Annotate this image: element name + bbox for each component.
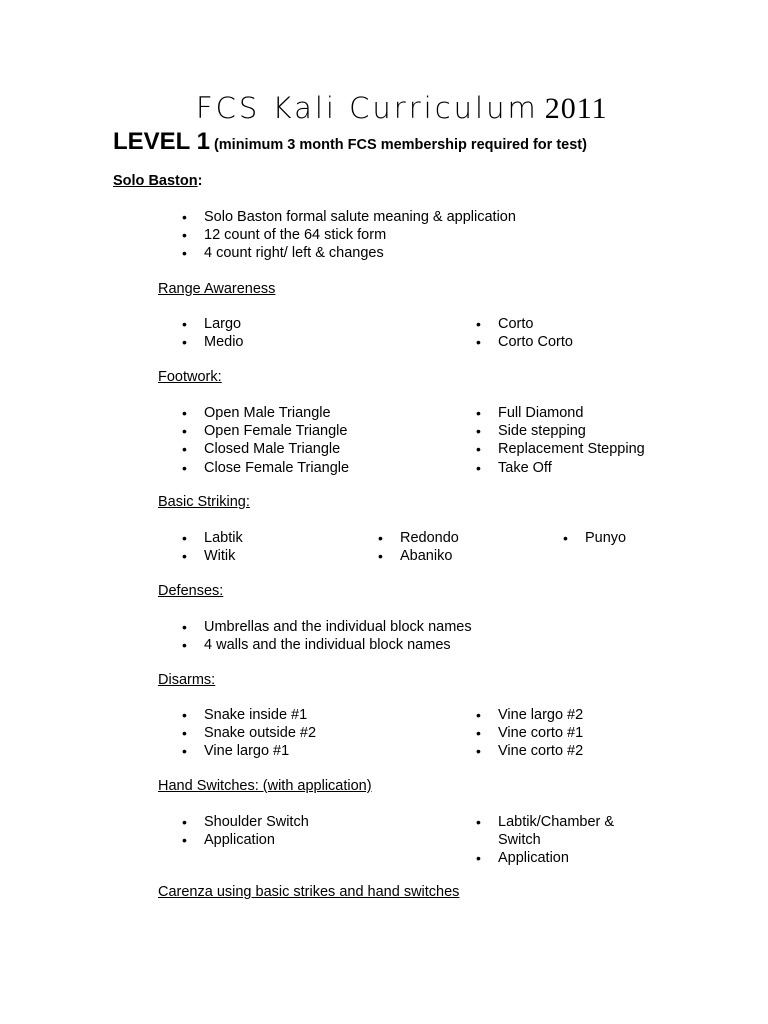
list-item: • 4 walls and the individual block names [180, 636, 472, 654]
defenses-list [180, 618, 472, 654]
list-item: • Labtik/Chamber & Switch [474, 813, 644, 849]
level-label: LEVEL 1 [113, 128, 210, 155]
hand-switches-list-left [180, 813, 309, 849]
list-item: • Full Diamond [474, 404, 645, 422]
hand-switches-list-right [474, 813, 644, 868]
list-item: • Medio [180, 333, 244, 351]
list-item: • Vine largo #2 [474, 706, 583, 724]
list-item: • 12 count of the 64 stick form [180, 226, 516, 244]
range-awareness-heading: Range Awareness [158, 281, 276, 297]
basic-striking-list-3 [561, 529, 626, 547]
list-item: • Punyo [561, 529, 626, 547]
level-heading [113, 126, 587, 161]
list-item: • Umbrellas and the individual block names [180, 618, 472, 636]
list-item: • Corto Corto [474, 333, 573, 351]
list-item: • Corto [474, 315, 573, 333]
list-item: • Side stepping [474, 422, 645, 440]
list-item: • Shoulder Switch [180, 813, 309, 831]
list-item: • Open Male Triangle [180, 404, 349, 422]
defenses-heading: Defenses: [158, 583, 224, 599]
list-item: • Snake inside #1 [180, 706, 316, 724]
range-awareness-list-right [474, 315, 573, 351]
disarms-list-left [180, 706, 316, 761]
carenza-heading: Carenza using basic strikes and hand switches [158, 884, 460, 900]
list-item: • Open Female Triangle [180, 422, 349, 440]
hand-switches-heading: Hand Switches: (with application) [158, 778, 372, 794]
disarms-heading: Disarms: [158, 672, 216, 688]
footwork-heading: Footwork: [158, 369, 222, 385]
title-text: FCS Kali Curriculum [196, 91, 539, 125]
list-item: • Application [180, 831, 309, 849]
level-note: (minimum 3 month FCS membership required for test) [213, 137, 587, 153]
list-item: • Closed Male Triangle [180, 440, 349, 458]
list-item: • Vine corto #1 [474, 724, 583, 742]
list-item: • Witik [180, 547, 243, 565]
list-item: • Take Off [474, 459, 645, 477]
list-item: • Solo Baston formal salute meaning & application [180, 208, 516, 226]
solo-baston-heading [113, 172, 202, 190]
list-item: • Application [474, 849, 644, 867]
solo-baston-heading-text: Solo Baston [113, 173, 198, 189]
document-title [196, 88, 608, 129]
list-item: • Largo [180, 315, 244, 333]
list-item: • Vine corto #2 [474, 742, 583, 760]
list-item: • Redondo [376, 529, 459, 547]
list-item: • Labtik [180, 529, 243, 547]
solo-baston-list [180, 208, 516, 263]
list-item: • Vine largo #1 [180, 742, 316, 760]
basic-striking-list-2 [376, 529, 459, 565]
title-year: 2011 [544, 92, 608, 125]
disarms-list-right [474, 706, 583, 761]
basic-striking-list-1 [180, 529, 243, 565]
basic-striking-heading: Basic Striking: [158, 494, 250, 510]
list-item: • Replacement Stepping [474, 440, 645, 458]
footwork-list-right [474, 404, 645, 477]
list-item: • 4 count right/ left & changes [180, 244, 516, 262]
list-item: • Abaniko [376, 547, 459, 565]
list-item: • Snake outside #2 [180, 724, 316, 742]
range-awareness-list-left [180, 315, 244, 351]
list-item: • Close Female Triangle [180, 459, 349, 477]
footwork-list-left [180, 404, 349, 477]
solo-baston-colon: : [197, 173, 203, 189]
